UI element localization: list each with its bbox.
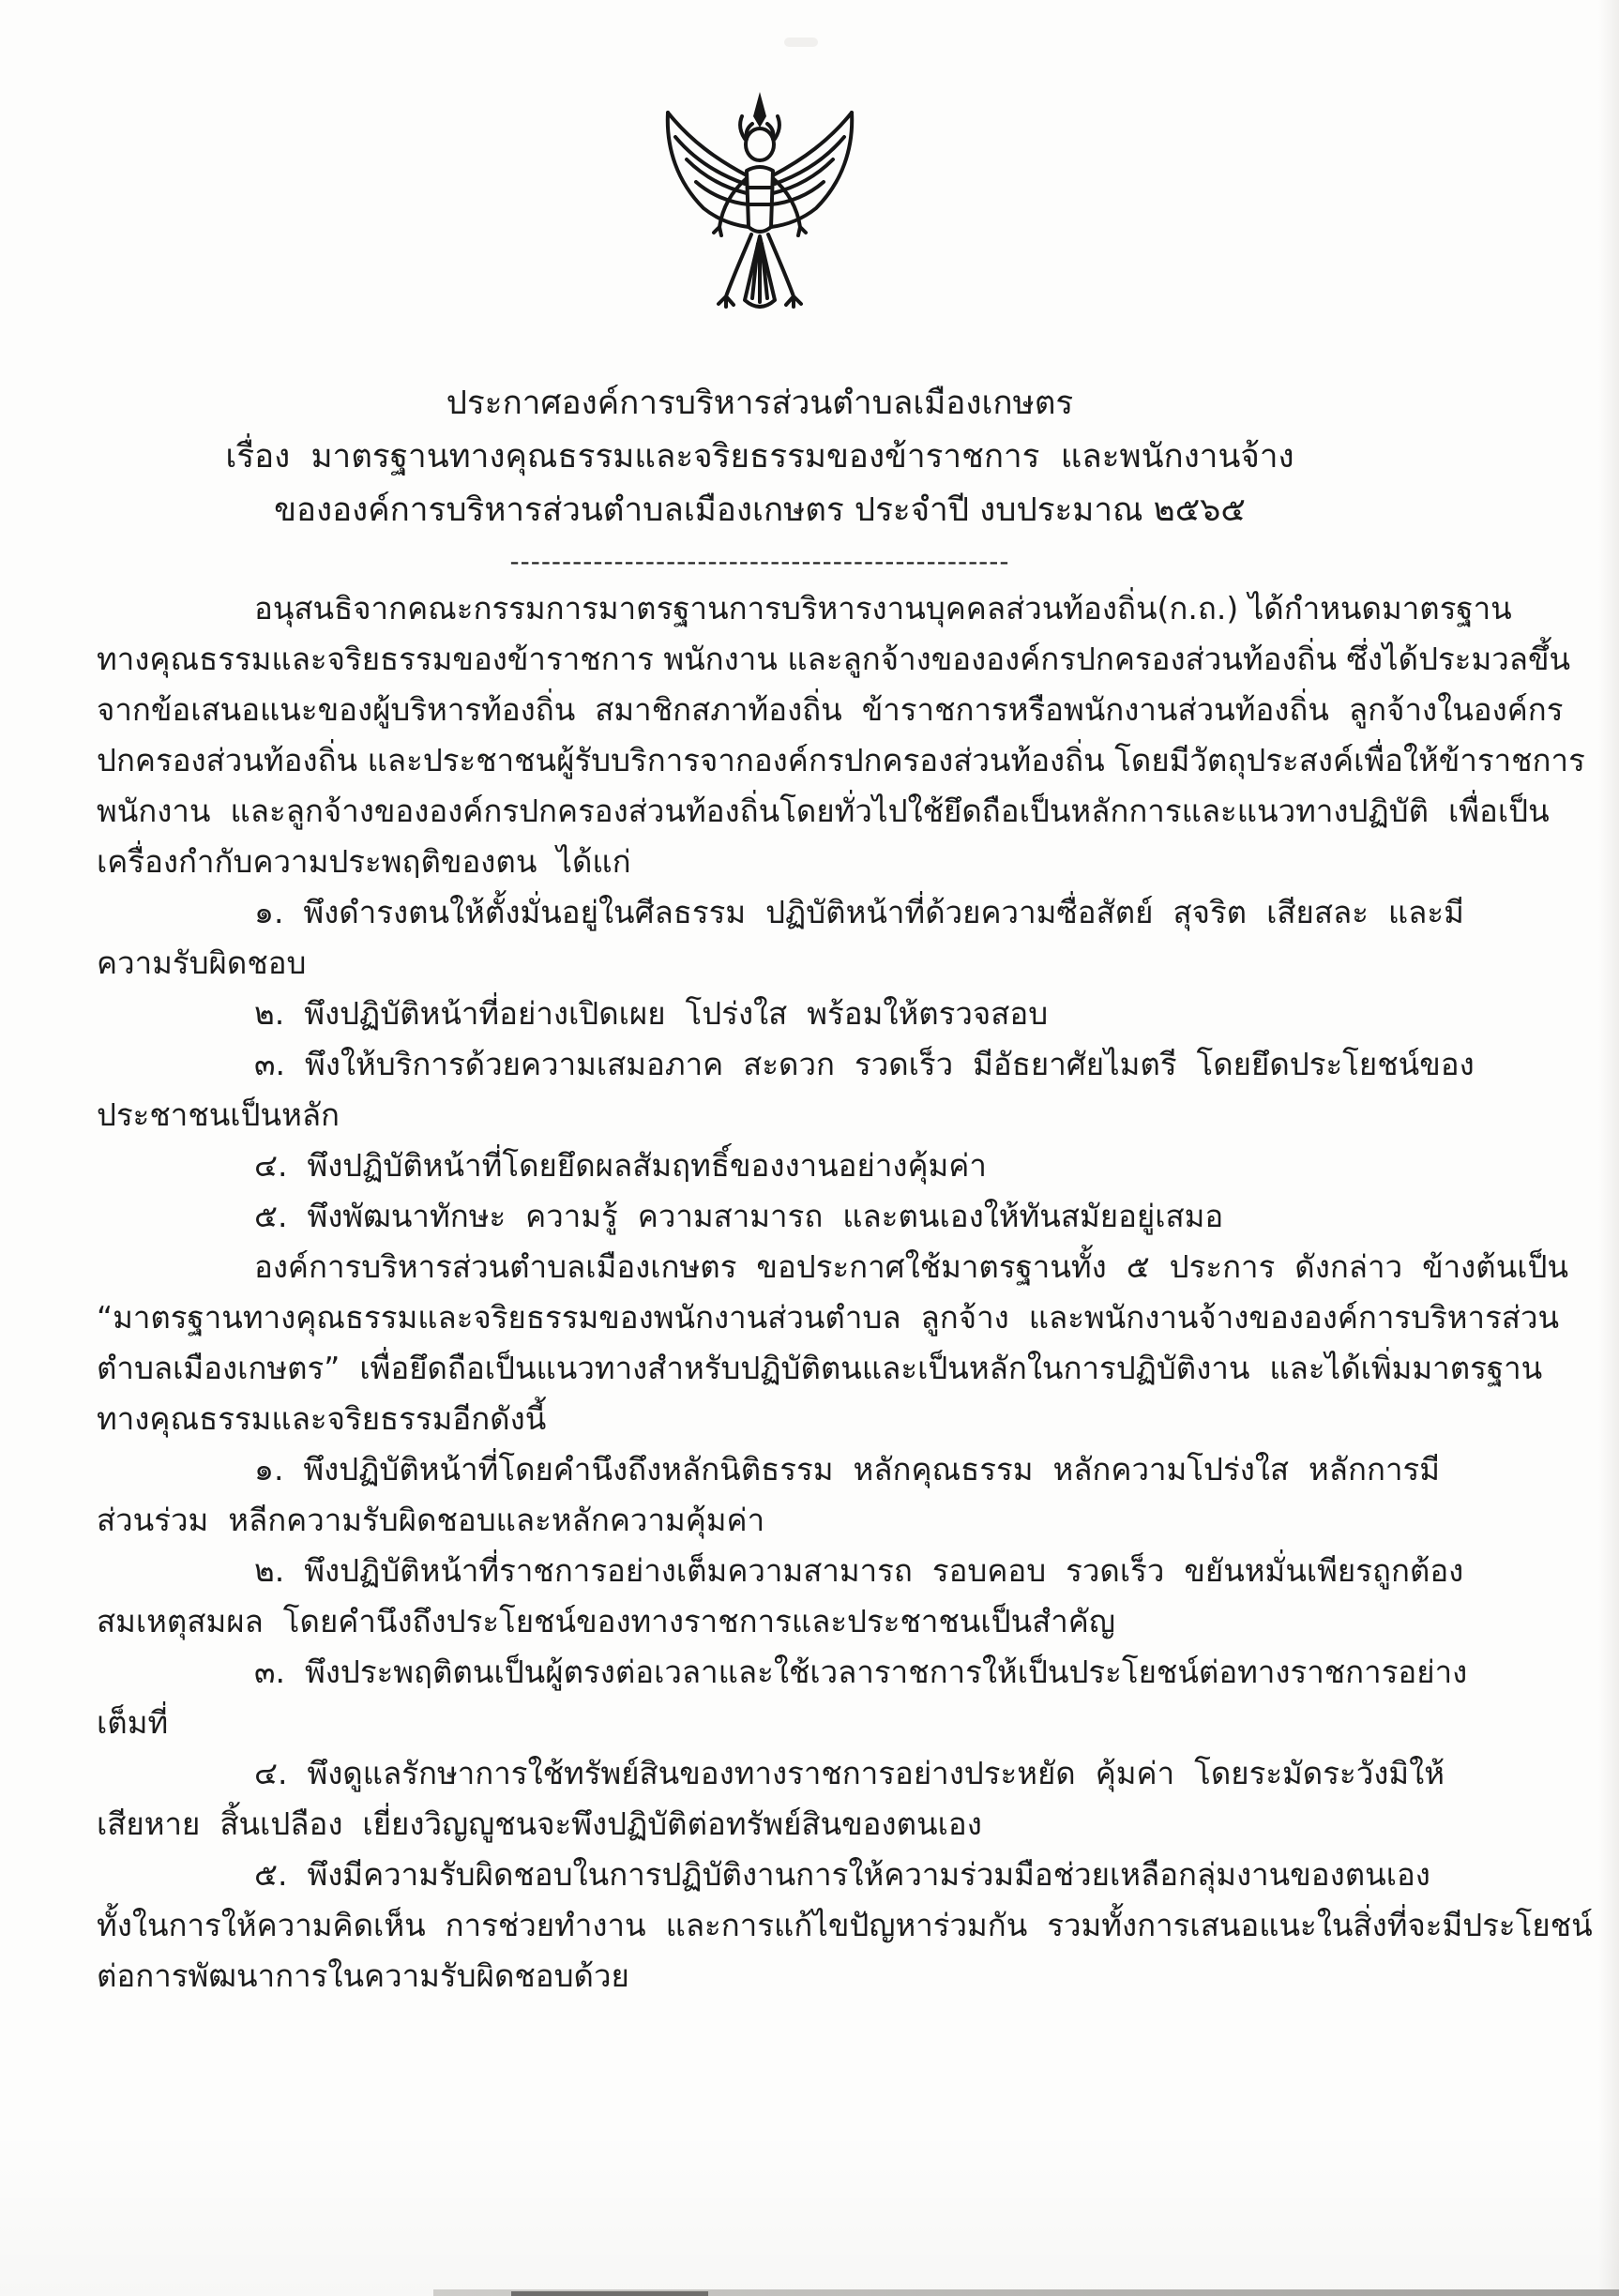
text-line: ประชาชนเป็นหลัก (97, 1096, 340, 1133)
text-line: ๑. พึงปฏิบัติหน้าที่โดยคำนึงถึงหลักนิติธรรม หลักคุณธรรม หลักความโปร่งใส หลักการมี (254, 1451, 1440, 1488)
text-line: ๒. พึงปฏิบัติหน้าที่ราชการอย่างเต็มความสามารถ รอบคอบ รวดเร็ว ขยันหมั่นเพียรถูกต้อง (254, 1552, 1464, 1589)
text-line: ๓. พึงให้บริการด้วยความเสมอภาค สะดวก รวดเร็ว มีอัธยาศัยไมตรี โดยยึดประโยชน์ของ (254, 1046, 1475, 1082)
text-line: ความรับผิดชอบ (97, 944, 307, 981)
text-line: ตำบลเมืองเกษตร” เพื่อยึดถือเป็นแนวทางสำหรับปฏิบัติตนและเป็นหลักในการปฏิบัติงาน และได้เพิ่มมาตรฐาน (97, 1350, 1543, 1386)
text-line: เสียหาย สิ้นเปลือง เยี่ยงวิญญูชนจะพึงปฏิบัติต่อทรัพย์สินของตนเอง (97, 1805, 982, 1842)
text-line: ๓. พึงประพฤติตนเป็นผู้ตรงต่อเวลาและใช้เวลาราชการให้เป็นประโยชน์ต่อทางราชการอย่าง (254, 1654, 1468, 1690)
text-line: ทางคุณธรรมและจริยธรรมอีกดังนี้ (97, 1400, 547, 1437)
text-line: ทั้งในการให้ความคิดเห็น การช่วยทำงาน และการแก้ไขปัญหาร่วมกัน รวมทั้งการเสนอแนะในสิ่งที่จะมีประโยชน์ (97, 1907, 1593, 1943)
text-line: ๕. พึงพัฒนาทักษะ ความรู้ ความสามารถ และตนเองให้ทันสมัยอยู่เสมอ (254, 1198, 1224, 1234)
doc-title-line-3: ขององค์การบริหารส่วนตำบลเมืองเกษตร ประจำปี งบประมาณ ๒๕๖๕ (274, 491, 1246, 529)
text-line: สมเหตุสมผล โดยคำนึงถึงประโยชน์ของทางราชการและประชาชนเป็นสำคัญ (97, 1603, 1115, 1639)
scan-edge-shading (1598, 0, 1619, 2296)
text-line: ต่อการพัฒนาการในความรับผิดชอบด้วย (97, 1957, 629, 1994)
text-line: “มาตรฐานทางคุณธรรมและจริยธรรมของพนักงานส่วนตำบล ลูกจ้าง และพนักงานจ้างขององค์การบริหารส่วน (97, 1299, 1560, 1336)
text-line: องค์การบริหารส่วนตำบลเมืองเกษตร ขอประกาศใช้มาตรฐานทั้ง ๕ ประการ ดังกล่าว ข้างต้นเป็น (254, 1248, 1569, 1285)
text-line: พนักงาน และลูกจ้างขององค์กรปกครองส่วนท้องถิ่นโดยทั่วไปใช้ยึดถือเป็นหลักการและแนวทางปฏิบัติ เพื่อเป็น (97, 793, 1550, 829)
text-line: ส่วนร่วม หลีกความรับผิดชอบและหลักความคุ้มค่า (97, 1502, 765, 1538)
text-line: ปกครองส่วนท้องถิ่น และประชาชนผู้รับบริการจากองค์กรปกครองส่วนท้องถิ่น โดยมีวัตถุประสงค์เพื่อให้ข้าราชการ (97, 742, 1585, 778)
text-line: เต็มที่ (97, 1704, 169, 1741)
text-line: เครื่องกำกับความประพฤติของตน ได้แก่ (97, 843, 631, 880)
text-line: ทางคุณธรรมและจริยธรรมของข้าราชการ พนักงาน และลูกจ้างขององค์กรปกครองส่วนท้องถิ่น ซึ่งได้ประมวลขึ้น (97, 641, 1571, 677)
scan-bottom-shading (0, 2127, 1619, 2296)
text-line: ๔. พึงปฏิบัติหน้าที่โดยยึดผลสัมฤทธิ์ของงานอย่างคุ้มค่า (254, 1147, 987, 1184)
scan-smudge (784, 38, 818, 47)
text-line: ๑. พึงดำรงตนให้ตั้งมั่นอยู่ในศีลธรรม ปฏิบัติหน้าที่ด้วยความซื่อสัตย์ สุจริต เสียสละ และมี (254, 894, 1464, 930)
doc-title-line-1: ประกาศองค์การบริหารส่วนตำบลเมืองเกษตร (446, 385, 1074, 422)
text-line: จากข้อเสนอแนะของผู้บริหารท้องถิ่น สมาชิกสภาท้องถิ่น ข้าราชการหรือพนักงานส่วนท้องถิ่น ลูกจ้างในองค์กร (97, 691, 1564, 728)
title-divider-dashes: ------------------------------------------------ (509, 546, 1010, 577)
text-line: อนุสนธิจากคณะกรรมการมาตรฐานการบริหารงานบุคคลส่วนท้องถิ่น(ก.ถ.) ได้กำหนดมาตรฐาน (254, 590, 1512, 627)
text-line: ๒. พึงปฏิบัติหน้าที่อย่างเปิดเผย โปร่งใส พร้อมให้ตรวจสอบ (254, 995, 1049, 1032)
scan-bottom-strip-dark (511, 2291, 708, 2296)
document-header (0, 377, 1520, 586)
document-body (97, 583, 1593, 2001)
text-line: ๕. พึงมีความรับผิดชอบในการปฏิบัติงานการให้ความร่วมมือช่วยเหลือกลุ่มงานของตนเอง (254, 1856, 1430, 1893)
text-line: ๔. พึงดูแลรักษาการใช้ทรัพย์สินของทางราชการอย่างประหยัด คุ้มค่า โดยระมัดระวังมิให้ (254, 1755, 1445, 1791)
garuda-emblem-icon (647, 86, 872, 340)
doc-title-line-2: เรื่อง มาตรฐานทางคุณธรรมและจริยธรรมของข้าราชการ และพนักงานจ้าง (225, 438, 1294, 476)
